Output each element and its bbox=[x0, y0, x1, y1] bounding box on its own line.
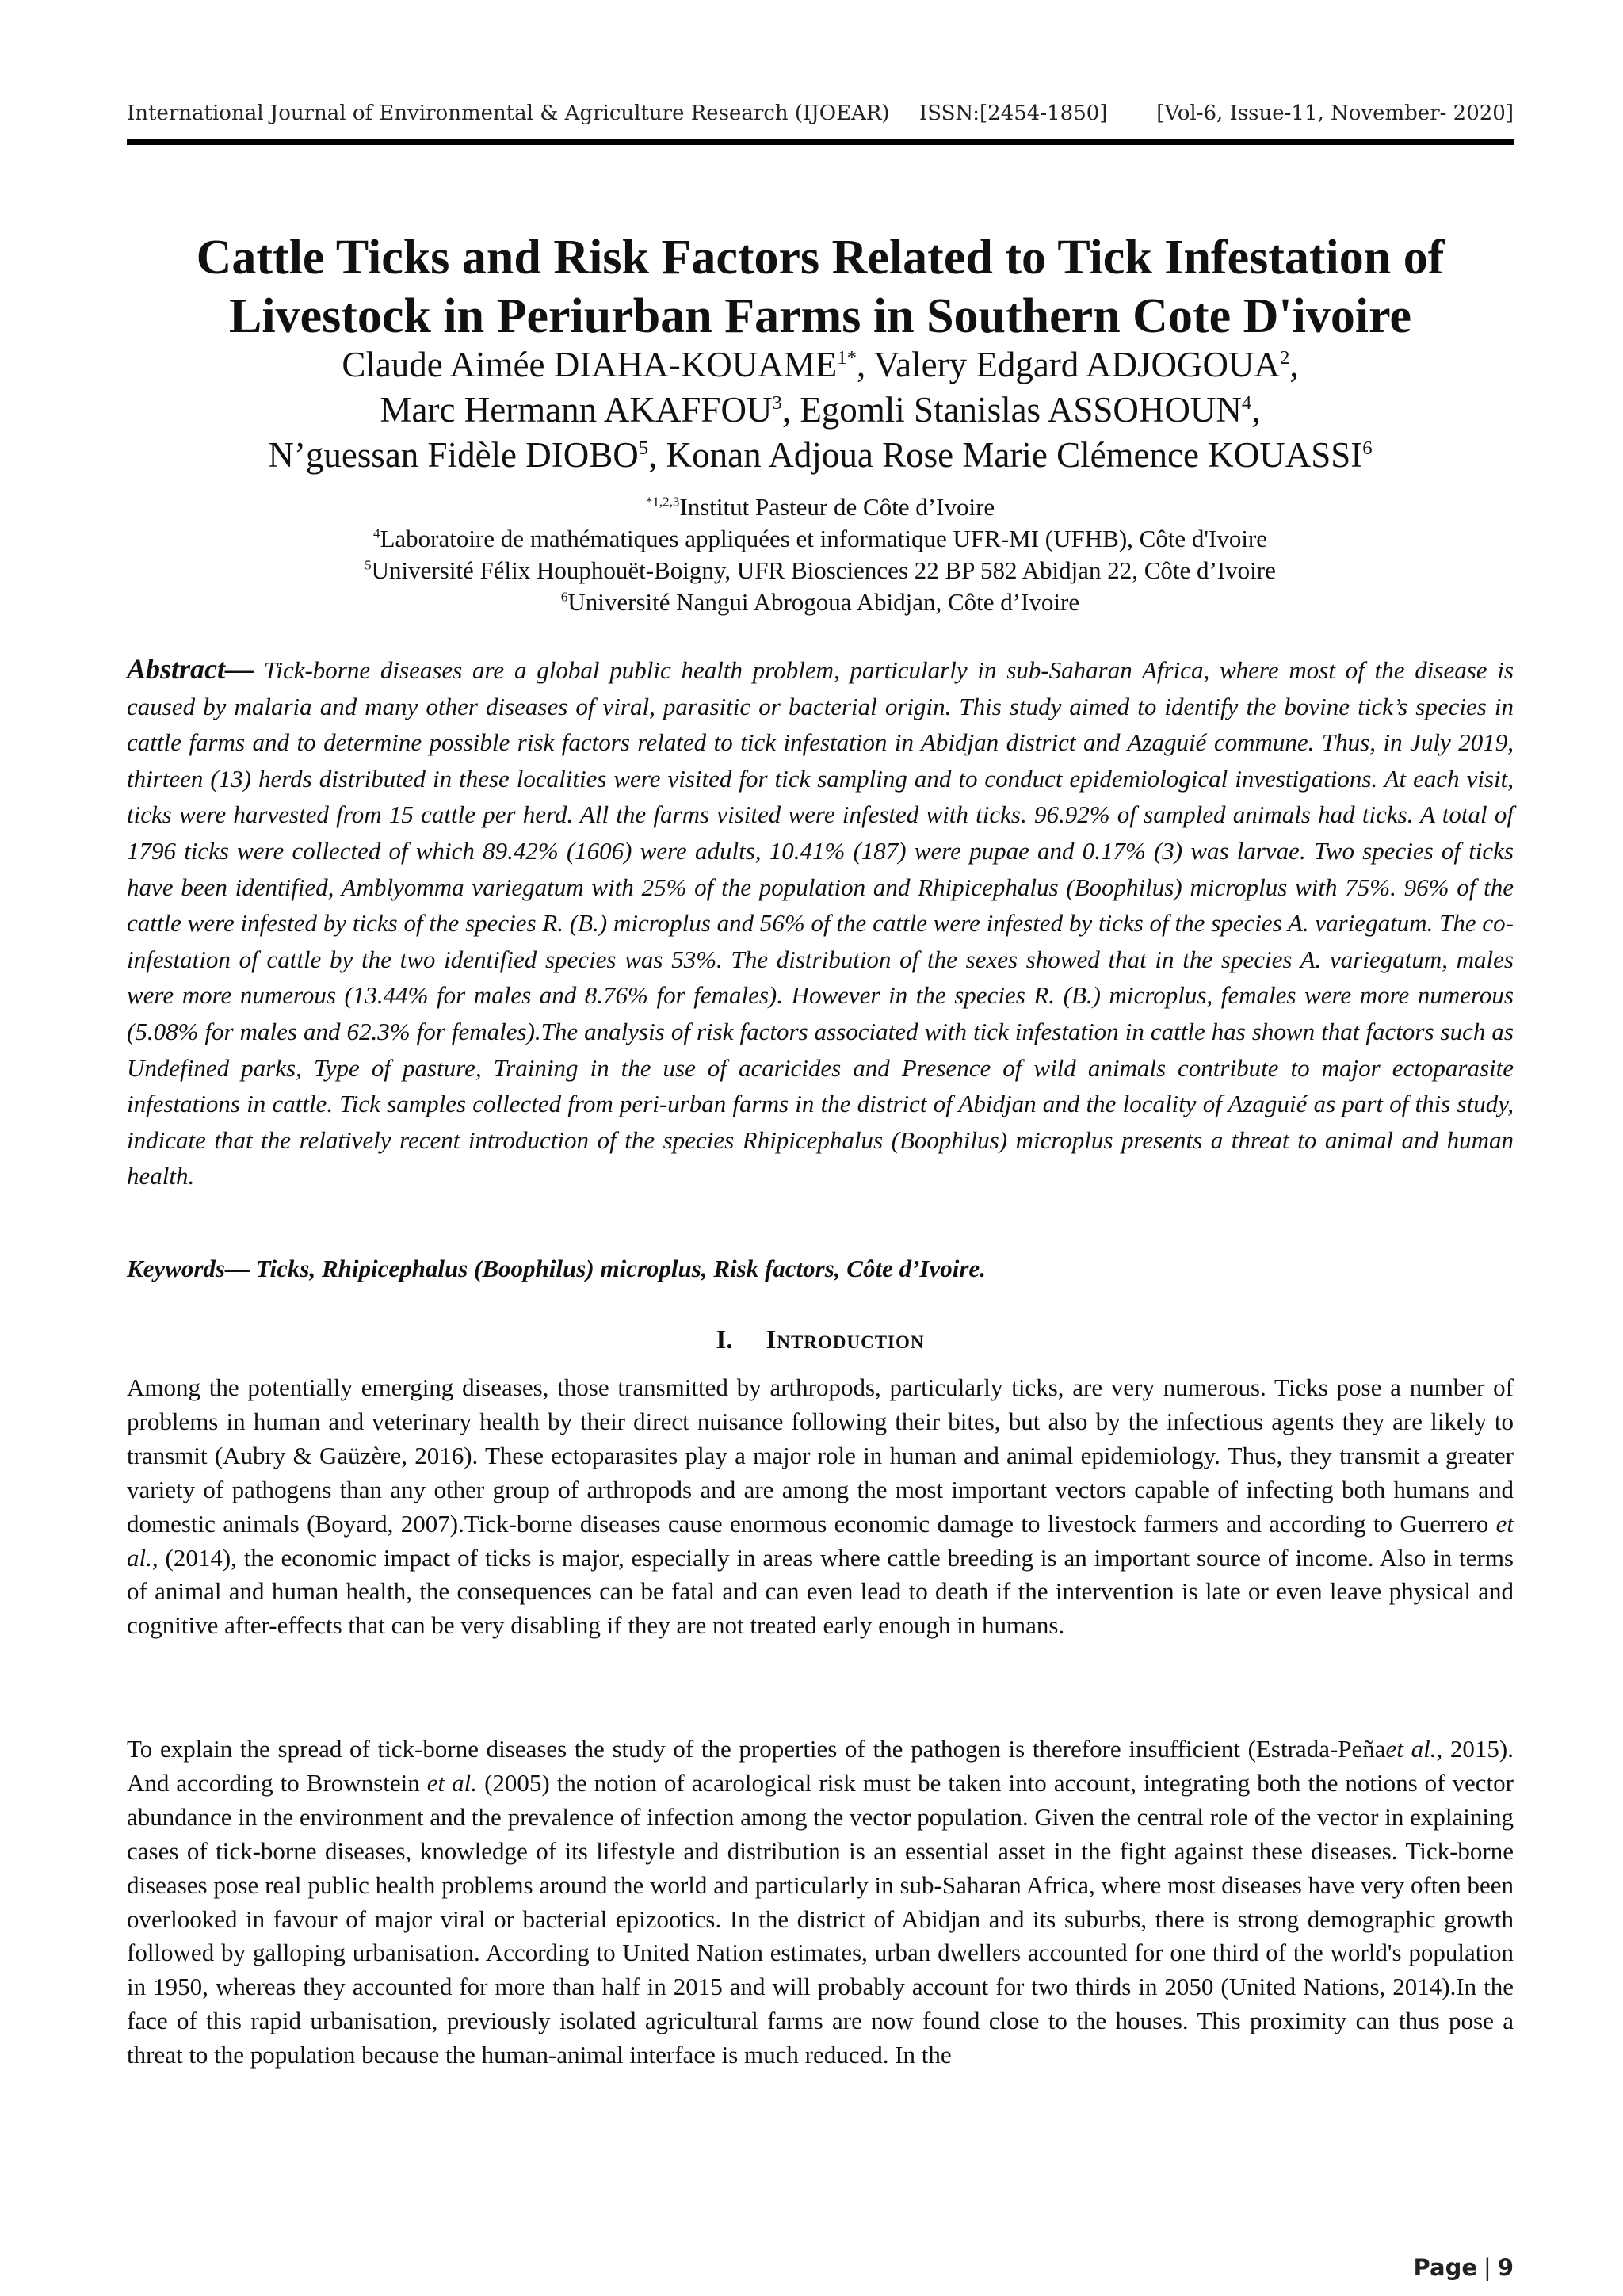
paragraph-text: 2015). And according to Brownstein bbox=[127, 1735, 1514, 1797]
volume-issue: [Vol-6, Issue-11, November- 2020] bbox=[1156, 101, 1514, 125]
author-sup: 2 bbox=[1280, 347, 1290, 369]
author-name: Egomli Stanislas ASSOHOUN bbox=[800, 390, 1242, 430]
affiliation-sup: 4 bbox=[372, 525, 380, 541]
author-sep: , bbox=[856, 345, 874, 384]
author-line-3 bbox=[127, 433, 1514, 478]
author-sup: 4 bbox=[1241, 392, 1252, 414]
issn: ISSN:[2454-1850] bbox=[919, 101, 1108, 125]
paragraph-text: (2005) the notion of acarological risk must be taken into account, integrating both the notions of vector abundance in the environment and the prevalence of infection among the vector population. Given the central role of the vector in explaining cases of tick-borne diseases, knowledge of its lifestyle and distribution is an essential asset in the fight against these diseases. Tick-borne diseases pose real public health problems around the world and particularly in sub-Saharan Africa, where most diseases have very often been overlooked in favour of major viral or bacterial epizootics. In the district of Abidjan and its suburbs, there is strong demographic growth followed by galloping urbanisation. According to United Nation estimates, urban dwellers accounted for one third of the world's population in 1950, whereas they accounted for more than half in 2015 and will probably account for two thirds in 2050 (United Nations, 2014).In the face of this rapid urbanisation, previously isolated agricultural farms are now found close to the houses. This proximity can thus pose a threat to the population because the human-animal interface is much reduced. In the bbox=[127, 1768, 1514, 2069]
affiliation bbox=[127, 555, 1514, 586]
paragraph-text: (2014), the economic impact of ticks is major, especially in areas where cattle breeding is an important source of income. Also in terms of animal and human health, the consequences can be fatal and can even lead to death if the intervention is late or even leave physical and cognitive after-effects that can be very disabling if they are not treated early enough in humans. bbox=[127, 1543, 1514, 1640]
page-label: Page bbox=[1413, 2254, 1478, 2281]
author-name: Marc Hermann AKAFFOU bbox=[380, 390, 773, 430]
citation-et-al: et al., bbox=[127, 1509, 1514, 1572]
author-sup: 3 bbox=[772, 392, 782, 414]
author-sup: 6 bbox=[1362, 437, 1373, 459]
abstract-label: Abstract— bbox=[127, 653, 254, 685]
affiliation-text: Université Félix Houphouët-Boigny, UFR Biosciences 22 BP 582 Abidjan 22, Côte d’Ivoire bbox=[371, 556, 1276, 584]
author-sep: , bbox=[1289, 345, 1299, 384]
author-name: Claude Aimée DIAHA-KOUAME bbox=[342, 345, 838, 384]
page-footer bbox=[1414, 2254, 1514, 2281]
affiliation bbox=[127, 491, 1514, 523]
author-name: Konan Adjoua Rose Marie Clémence KOUASSI bbox=[666, 435, 1363, 475]
author-sup: 1* bbox=[837, 347, 857, 369]
abstract-text: Tick-borne diseases are a global public health problem, particularly in sub-Saharan Africa, where most of the disease is caused by malaria and many other diseases of viral, parasitic or bacterial origin. This study aimed to identify the bovine tick’s species in cattle farms and to determine possible risk factors related to tick infestation in Abidjan district and Azaguié commune. Thus, in July 2019, thirteen (13) herds distributed in these localities were visited for tick sampling and to conduct epidemiological investigations. At each visit, ticks were harvested from 15 cattle per herd. All the farms visited were infested with ticks. 96.92% of sampled animals had ticks. A total of 1796 ticks were collected of which 89.42% (1606) were adults, 10.41% (187) were pupae and 0.17% (3) was larvae. Two species of ticks have been identified, Amblyomma variegatum with 25% of the population and Rhipicephalus (Boophilus) microplus with 75%. 96% of the cattle were infested by ticks of the species R. (B.) microplus and 56% of the cattle were infested by ticks of the species A. variegatum. The co-infestation of cattle by the two identified species was 53%. The distribution of the sexes showed that in the species A. variegatum, males were more numerous (13.44% for males and 8.76% for females). However in the species R. (B.) microplus, females were more numerous (5.08% for males and 62.3% for females).The analysis of risk factors associated with tick infestation in cattle has shown that factors such as Undefined parks, Type of pasture, Training in the use of acaricides and Presence of wild animals contribute to major ectoparasite infestations in cattle. Tick samples collected from peri-urban farms in the district of Abidjan and the locality of Azaguié as part of this study, indicate that the relatively recent introduction of the species Rhipicephalus (Boophilus) microplus presents a threat to animal and human health. bbox=[127, 656, 1514, 1190]
citation-et-al: et al., bbox=[1385, 1735, 1443, 1763]
title-line-2: Livestock in Periurban Farms in Southern Cote D'ivoire bbox=[229, 289, 1411, 343]
author-name: N’guessan Fidèle DIOBO bbox=[268, 435, 639, 475]
paragraph-text: To explain the spread of tick-borne diseases the study of the properties of the pathogen is therefore insufficient (Estrada-Peña bbox=[127, 1735, 1386, 1763]
author-line-1 bbox=[127, 342, 1514, 388]
affiliation-text: Université Nangui Abrogoua Abidjan, Côte d’Ivoire bbox=[567, 588, 1080, 616]
journal-name: International Journal of Environmental & Agriculture Research (IJOEAR) bbox=[127, 101, 890, 125]
author-list bbox=[127, 342, 1514, 478]
page-number: 9 bbox=[1497, 2254, 1514, 2281]
title-line-1: Cattle Ticks and Risk Factors Related to Tick Infestation of bbox=[196, 231, 1445, 285]
page-separator: | bbox=[1484, 2254, 1491, 2281]
paragraph-text: Among the potentially emerging diseases, those transmitted by arthropods, particularly ticks, are very numerous. Ticks pose a number of problems in human and veterinary health by their direct nuisance following their bites, but also by the infectious agents they are likely to transmit (Aubry & Gaüzère, 2016). These ectoparasites play a major role in human and animal epidemiology. Thus, they transmit a greater variety of pathogens than any other group of arthropods and are among the most important vectors capable of infecting both humans and domestic animals (Boyard, 2007).Tick-borne diseases cause enormous economic damage to livestock farmers and according to Guerrero bbox=[127, 1373, 1514, 1538]
abstract bbox=[127, 651, 1514, 1194]
author-sep: , bbox=[648, 435, 666, 475]
author-line-2 bbox=[127, 388, 1514, 433]
header-rule bbox=[127, 139, 1514, 145]
citation-et-al: et al. bbox=[426, 1768, 478, 1797]
keywords: Keywords— Ticks, Rhipicephalus (Boophilus) microplus, Risk factors, Côte d’Ivoire. bbox=[127, 1255, 986, 1282]
author-sup: 5 bbox=[638, 437, 649, 459]
author-sep: , bbox=[781, 390, 800, 430]
affiliation-text: Laboratoire de mathématiques appliquées et informatique UFR-MI (UFHB), Côte d'Ivoire bbox=[380, 525, 1268, 552]
section-heading bbox=[127, 1324, 1514, 1357]
paper-title bbox=[127, 228, 1514, 346]
affiliation-sup: 5 bbox=[365, 557, 372, 573]
affiliation bbox=[127, 586, 1514, 618]
section-title: Introduction bbox=[766, 1326, 925, 1354]
affiliation-sup: 6 bbox=[560, 589, 568, 605]
affiliation bbox=[127, 523, 1514, 555]
affiliation-sup: *1,2,3 bbox=[645, 494, 680, 510]
section-number: I. bbox=[716, 1326, 733, 1354]
body-paragraph-1 bbox=[127, 1371, 1514, 1643]
affiliation-text: Institut Pasteur de Côte d’Ivoire bbox=[679, 493, 995, 521]
body-paragraph-2 bbox=[127, 1733, 1514, 2073]
affiliations bbox=[127, 491, 1514, 618]
author-name: Valery Edgard ADJOGOUA bbox=[873, 345, 1281, 384]
author-sep: , bbox=[1251, 390, 1261, 430]
running-header bbox=[127, 101, 1514, 133]
